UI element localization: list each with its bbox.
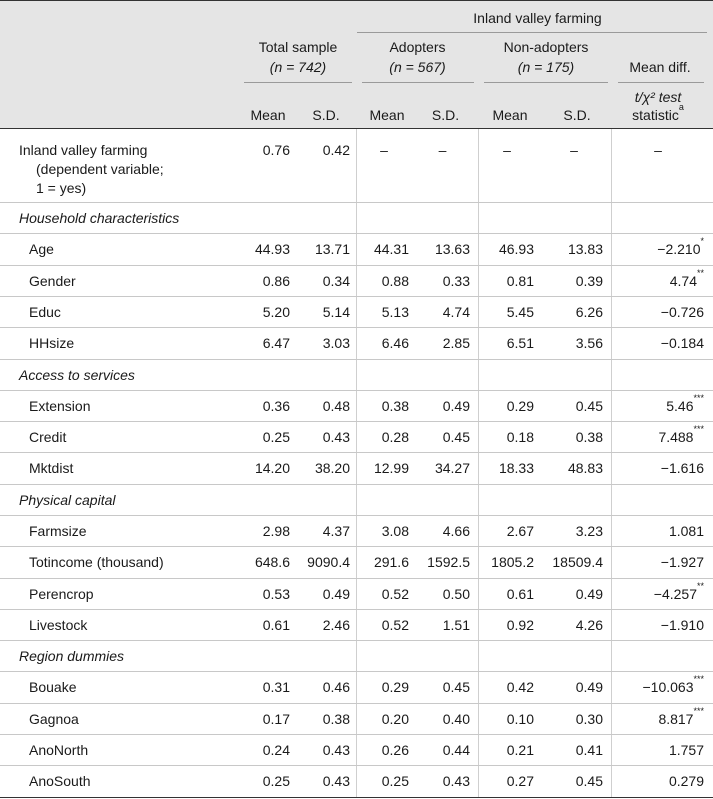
row-divider: [0, 296, 713, 297]
row-statistic: [612, 268, 704, 290]
row-value: 5.14: [322, 304, 350, 320]
row-value: 0.81: [506, 273, 534, 289]
row-value: 0.43: [322, 429, 350, 445]
row-value: 0.29: [381, 679, 409, 695]
row-value: 0.45: [442, 679, 470, 695]
row-label: Credit: [29, 429, 67, 445]
dependent-value: 0.42: [322, 142, 350, 158]
row-value: 46.93: [498, 241, 534, 257]
significance-stars: ***: [693, 424, 704, 435]
row-value: 0.45: [442, 429, 470, 445]
statistic-value: −2.210: [657, 241, 701, 257]
adopters-n: (n = 567): [389, 59, 446, 75]
row-value: 0.61: [506, 586, 534, 602]
row-value: 0.21: [506, 742, 534, 758]
row-value: 13.63: [434, 241, 470, 257]
row-value: 0.49: [442, 398, 470, 414]
nonadopters-n: (n = 175): [517, 59, 575, 75]
dependent-label-line2: (dependent variable;: [36, 161, 164, 177]
row-value: 2.98: [262, 523, 290, 539]
row-statistic: [612, 741, 704, 759]
row-value: 0.52: [381, 586, 409, 602]
row-divider: [0, 546, 713, 547]
row-divider: [0, 421, 713, 422]
dependent-label-line1: Inland valley farming: [19, 142, 148, 158]
row-statistic: [612, 674, 704, 696]
col-separator: [356, 129, 357, 798]
group-rule: [357, 32, 707, 33]
row-value: 0.28: [381, 429, 409, 445]
row-divider: [0, 390, 713, 391]
row-value: 0.46: [322, 679, 350, 695]
row-value: 0.20: [381, 711, 409, 727]
row-value: 0.43: [322, 773, 350, 789]
row-label: Gender: [29, 273, 76, 289]
row-value: 3.08: [381, 523, 409, 539]
row-value: 1592.5: [427, 554, 470, 570]
row-value: 0.25: [262, 773, 290, 789]
row-value: 13.83: [567, 241, 603, 257]
row-divider: [0, 671, 713, 672]
row-value: 3.23: [575, 523, 603, 539]
row-statistic: [612, 459, 704, 477]
dependent-label-line3: 1 = yes): [36, 180, 87, 196]
statistic-value: 0.279: [668, 773, 704, 789]
row-value: 0.39: [575, 273, 603, 289]
group-title: Inland valley farming: [473, 10, 602, 26]
row-value: 0.36: [262, 398, 290, 414]
row-label: Extension: [29, 398, 91, 414]
row-value: 0.25: [381, 773, 409, 789]
row-value: 0.86: [262, 273, 290, 289]
row-value: 0.48: [322, 398, 350, 414]
row-label: Educ: [29, 304, 61, 320]
total-sd-header: S.D.: [312, 107, 340, 123]
row-value: 6.51: [506, 335, 534, 351]
row-value: 0.34: [322, 273, 350, 289]
row-value: 291.6: [373, 554, 409, 570]
statistic-value: −10.063: [642, 679, 694, 695]
significance-stars: ***: [693, 706, 704, 717]
row-value: 0.33: [442, 273, 470, 289]
row-value: 0.52: [381, 617, 409, 633]
row-statistic: [612, 616, 704, 634]
table-bottom-rule: [0, 797, 713, 798]
row-value: 6.46: [381, 335, 409, 351]
row-statistic: [612, 424, 704, 446]
row-value: 0.49: [575, 586, 603, 602]
row-value: 0.17: [262, 711, 290, 727]
nonadopters-label: Non-adopters: [503, 39, 589, 55]
total-sample-n: (n = 742): [269, 59, 327, 75]
row-value: 0.92: [506, 617, 534, 633]
section-title: Physical capital: [19, 492, 116, 508]
row-value: 0.29: [506, 398, 534, 414]
row-divider: [0, 452, 713, 453]
statistic-value: 7.488: [658, 429, 694, 445]
nonadopters-rule: [484, 82, 608, 83]
statistic-value: −0.184: [660, 335, 704, 351]
row-value: 4.26: [575, 617, 603, 633]
row-value: 5.13: [381, 304, 409, 320]
row-value: 0.42: [506, 679, 534, 695]
adopters-rule: [362, 82, 474, 83]
statistic-value: −1.616: [660, 460, 704, 476]
total-rule: [244, 82, 352, 83]
statistic-value: −0.726: [660, 304, 704, 320]
row-value: 44.31: [373, 241, 409, 257]
row-label: Age: [29, 241, 54, 257]
row-value: 0.43: [322, 742, 350, 758]
row-value: 0.45: [575, 398, 603, 414]
row-value: 4.37: [322, 523, 350, 539]
row-value: 1805.2: [491, 554, 534, 570]
row-divider: [0, 734, 713, 735]
row-value: 18.33: [498, 460, 534, 476]
row-value: 3.56: [575, 335, 603, 351]
row-label: Mktdist: [29, 460, 74, 476]
row-value: 0.53: [262, 586, 290, 602]
row-label: Farmsize: [29, 523, 87, 539]
statistic-value: −1.910: [660, 617, 704, 633]
row-divider: [0, 233, 713, 234]
row-divider: [0, 515, 713, 516]
row-statistic: [612, 303, 704, 321]
row-value: 0.38: [575, 429, 603, 445]
row-value: 0.24: [262, 742, 290, 758]
dependent-value: –: [503, 142, 511, 158]
total-sample-label: Total sample: [258, 39, 338, 55]
significance-stars: **: [696, 268, 704, 279]
row-label: Perencrop: [29, 586, 94, 602]
row-value: 0.88: [381, 273, 409, 289]
statistic-value: 1.757: [668, 742, 704, 758]
row-statistic: [612, 236, 704, 258]
row-label: AnoNorth: [29, 742, 89, 758]
dependent-value: –: [380, 142, 388, 158]
row-label: Bouake: [29, 679, 77, 695]
row-value: 2.85: [442, 335, 470, 351]
section-divider: [0, 359, 713, 360]
statistic-value: 5.46: [666, 398, 694, 414]
row-label: Livestock: [29, 617, 88, 633]
row-divider: [0, 703, 713, 704]
mean-diff-label: Mean diff.: [629, 59, 691, 75]
row-value: 0.31: [262, 679, 290, 695]
statistic-value: 4.74: [669, 273, 697, 289]
row-value: 38.20: [314, 460, 350, 476]
row-divider: [0, 327, 713, 328]
row-statistic: [612, 393, 704, 415]
row-divider: [0, 265, 713, 266]
section-title: Region dummies: [19, 648, 125, 664]
total-mean-header: Mean: [250, 107, 286, 123]
statistic-value: 8.817: [658, 711, 694, 727]
section-title: Household characteristics: [19, 210, 180, 226]
row-value: 14.20: [254, 460, 290, 476]
row-divider: [0, 765, 713, 766]
adopters-label: Adopters: [389, 39, 446, 55]
nonadopters-mean-header: Mean: [492, 107, 528, 123]
row-label: HHsize: [29, 335, 75, 351]
col-separator: [478, 129, 479, 798]
row-statistic: [612, 334, 704, 352]
row-statistic: [612, 706, 704, 728]
dependent-value: –: [438, 142, 447, 158]
significance-stars: ***: [693, 393, 704, 404]
meandiff-rule: [618, 82, 704, 83]
adopters-mean-header: Mean: [369, 107, 405, 123]
statistic-value: −4.257: [653, 586, 697, 602]
row-value: 648.6: [254, 554, 290, 570]
row-value: 0.49: [322, 586, 350, 602]
row-divider: [0, 578, 713, 579]
row-value: 6.26: [575, 304, 603, 320]
row-value: 34.27: [434, 460, 470, 476]
row-value: 0.44: [442, 742, 470, 758]
row-value: 1.51: [442, 617, 470, 633]
row-statistic: [612, 522, 704, 540]
row-value: 0.10: [506, 711, 534, 727]
adopters-sd-header: S.D.: [431, 107, 460, 123]
statistic-value: 1.081: [668, 523, 704, 539]
stat-line-2: statistic$^a$: [632, 102, 684, 123]
dependent-stat: –: [654, 142, 662, 158]
row-value: 2.46: [322, 617, 350, 633]
section-divider: [0, 484, 713, 485]
row-value: 0.41: [575, 742, 603, 758]
nonadopters-sd-header: S.D.: [563, 107, 591, 123]
row-value: 44.93: [254, 241, 290, 257]
row-value: 0.61: [262, 617, 290, 633]
dependent-value: 0.76: [262, 142, 290, 158]
row-value: 0.30: [575, 711, 603, 727]
row-label: Totincome (thousand): [29, 554, 164, 570]
row-value: 0.45: [575, 773, 603, 789]
row-value: 12.99: [373, 460, 409, 476]
row-value: 0.26: [381, 742, 409, 758]
row-value: 0.38: [381, 398, 409, 414]
row-statistic: [612, 553, 704, 571]
section-title: Access to services: [19, 367, 135, 383]
row-label: AnoSouth: [29, 773, 91, 789]
significance-stars: *: [700, 236, 704, 247]
row-value: 13.71: [314, 241, 350, 257]
row-value: 0.38: [322, 711, 350, 727]
statistic-value: −1.927: [660, 554, 704, 570]
row-statistic: [612, 772, 704, 790]
row-value: 9090.4: [307, 554, 350, 570]
row-label: Gagnoa: [29, 711, 79, 727]
significance-stars: **: [696, 581, 704, 592]
row-value: 0.43: [442, 773, 470, 789]
row-statistic: [612, 581, 704, 603]
section-divider: [0, 202, 713, 203]
row-value: 0.25: [262, 429, 290, 445]
row-value: 5.45: [506, 304, 534, 320]
row-divider: [0, 609, 713, 610]
row-value: 6.47: [262, 335, 290, 351]
stat-line-1: t/χ² test: [634, 89, 682, 105]
significance-stars: ***: [693, 674, 704, 685]
row-value: 0.49: [575, 679, 603, 695]
row-value: 0.27: [506, 773, 534, 789]
row-value: 4.66: [442, 523, 470, 539]
row-value: 2.67: [506, 523, 534, 539]
row-value: 0.18: [506, 429, 534, 445]
section-divider: [0, 640, 713, 641]
row-value: 4.74: [442, 304, 470, 320]
row-value: 48.83: [567, 460, 603, 476]
dependent-value: –: [570, 142, 578, 158]
row-value: 3.03: [322, 335, 350, 351]
row-value: 5.20: [262, 304, 290, 320]
row-value: 0.50: [442, 586, 470, 602]
row-value: 18509.4: [552, 554, 603, 570]
row-value: 0.40: [442, 711, 470, 727]
